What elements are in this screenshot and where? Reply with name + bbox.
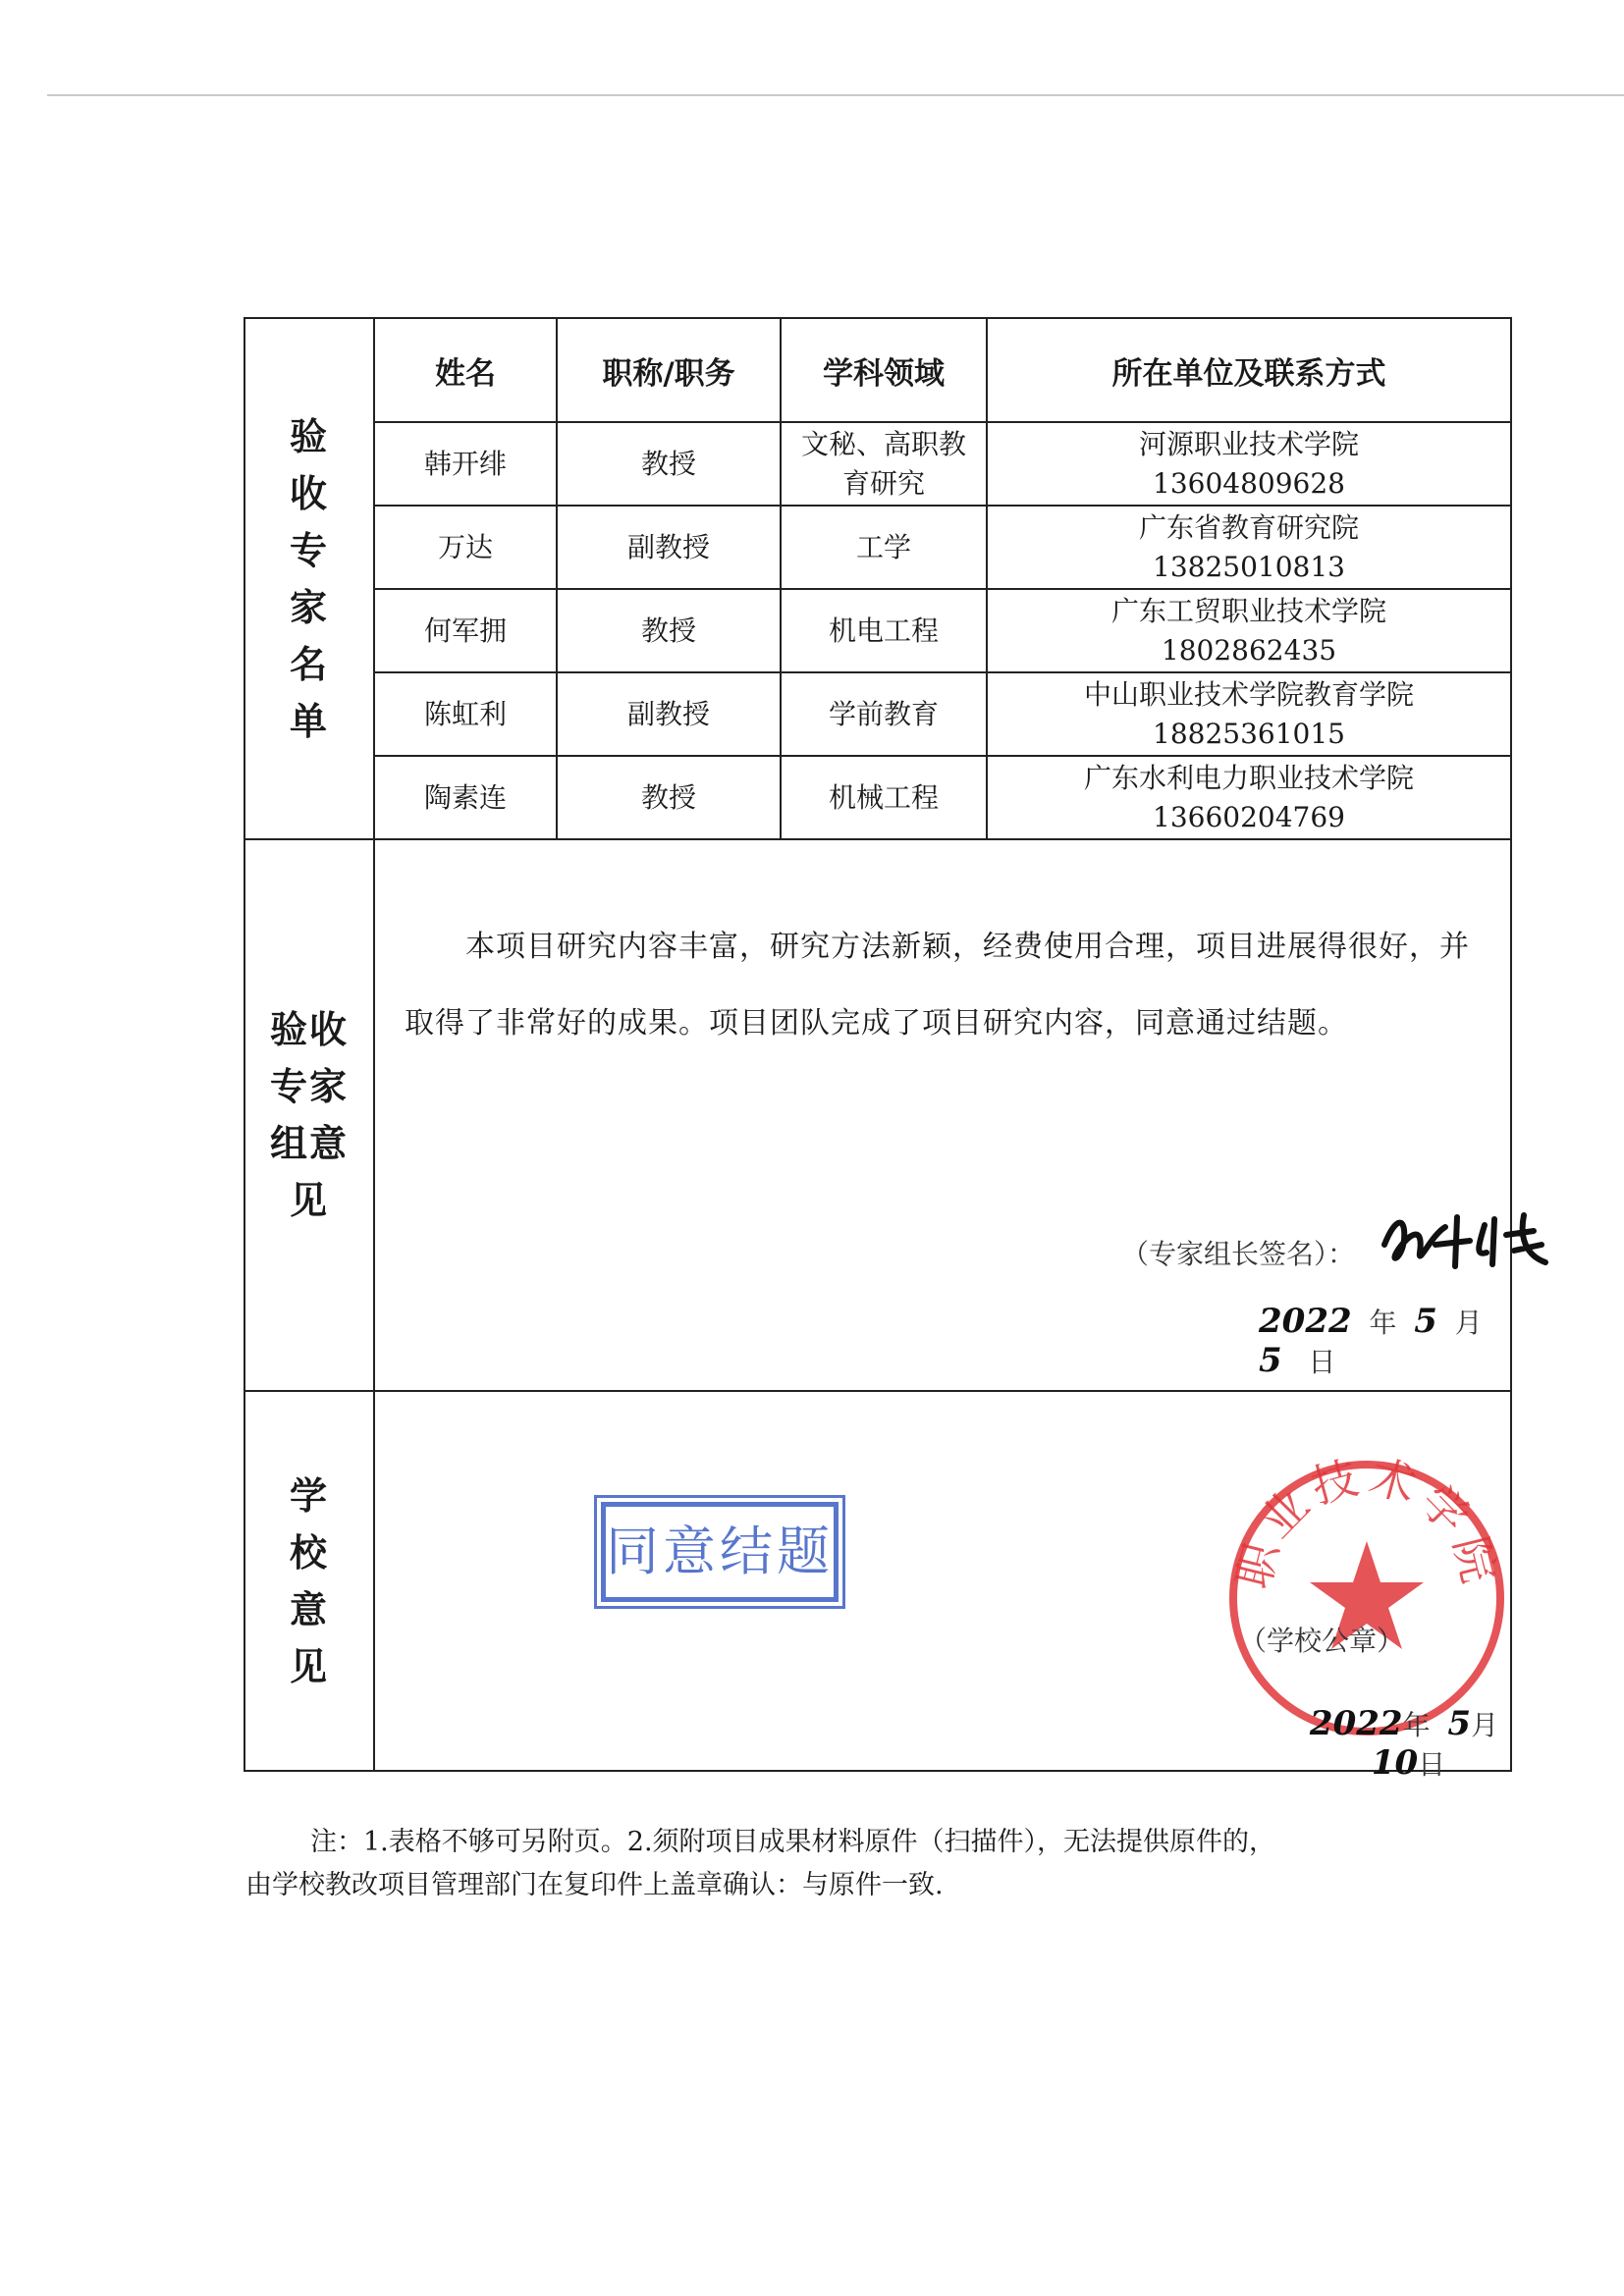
expert-name: 何军拥 (374, 589, 557, 672)
footnote (245, 1821, 1522, 1907)
acceptance-form-table (244, 317, 1512, 1783)
approval-stamp: 同意结题 (601, 1502, 839, 1602)
signature-label: （专家组长签名）： (1121, 1238, 1356, 1270)
opinion-content (374, 839, 1511, 1391)
school-side-label: 学 校 意 见 (244, 1391, 374, 1771)
expert-unit: 河源职业技术学院 (1138, 427, 1359, 460)
expert-unit: 中山职业技术学院教育学院 (1083, 677, 1414, 711)
expert-name: 陈虹利 (374, 672, 557, 756)
expert-phone: 1802862435 (1161, 633, 1337, 667)
opinion-date: 2022 年 5 月 5 日 (1259, 1302, 1483, 1380)
opinion-row (244, 839, 1511, 1391)
expert-unit-contact (987, 506, 1511, 589)
header-field: 学科领域 (781, 318, 987, 422)
opinion-date-year: 2022 (1259, 1302, 1352, 1341)
header-title: 职称/职务 (557, 318, 781, 422)
handwritten-signature (1377, 1205, 1563, 1274)
expert-unit-contact (987, 672, 1511, 756)
expert-row (244, 506, 1511, 589)
school-date-day: 10 (1371, 1743, 1419, 1783)
seal-label: （学校公章） (1239, 1625, 1405, 1657)
school-seal-stamp (1219, 1451, 1514, 1745)
expert-unit-contact (987, 756, 1511, 839)
header-name: 姓名 (374, 318, 557, 422)
expert-name: 韩开绯 (374, 422, 557, 506)
expert-phone: 13604809628 (1153, 466, 1345, 500)
expert-unit: 广东省教育研究院 (1138, 510, 1359, 544)
expert-title: 教授 (557, 756, 781, 839)
opinion-date-day: 5 (1259, 1341, 1282, 1380)
expert-row (244, 672, 1511, 756)
expert-field: 文秘、高职教 育研究 (781, 422, 987, 506)
school-content (374, 1391, 1511, 1783)
expert-title: 副教授 (557, 506, 781, 589)
expert-unit-contact (987, 589, 1511, 672)
expert-name: 万达 (374, 506, 557, 589)
expert-phone: 13660204769 (1153, 800, 1345, 833)
expert-field: 工学 (781, 506, 987, 589)
expert-title: 副教授 (557, 672, 781, 756)
school-row (244, 1391, 1511, 1771)
scan-edge-line (47, 94, 1624, 96)
experts-header-row (244, 318, 1511, 422)
footnote-line-1: 注：1.表格不够可另附页。2.须附项目成果材料原件（扫描件），无法提供原件的， (310, 1827, 1276, 1857)
opinion-date-month: 5 (1414, 1302, 1437, 1341)
opinion-side-label: 验收 专家 组意 见 (244, 839, 374, 1391)
expert-unit: 广东工贸职业技术学院 (1110, 594, 1386, 627)
expert-phone: 13825010813 (1153, 550, 1345, 583)
school-date-year: 2022 (1309, 1704, 1403, 1743)
school-date-month: 5 (1447, 1704, 1472, 1743)
opinion-text: 本项目研究内容丰富，研究方法新颖，经费使用合理，项目进展得很好，并取得了非常好的成果。项目团队完成了项目研究内容，同意通过结题。 (405, 930, 1470, 1041)
svg-text:职业技术学院: 职业技术学院 (1225, 1451, 1508, 1594)
expert-title: 教授 (557, 422, 781, 506)
footnote-line-2: 由学校教改项目管理部门在复印件上盖章确认：与原件一致. (245, 1870, 944, 1900)
expert-field: 机电工程 (781, 589, 987, 672)
expert-title: 教授 (557, 589, 781, 672)
expert-row (244, 422, 1511, 506)
expert-name: 陶素连 (374, 756, 557, 839)
school-date: 2022年 5月 10日 (1309, 1704, 1499, 1783)
expert-field: 学前教育 (781, 672, 987, 756)
expert-unit-contact (987, 422, 1511, 506)
header-unit-contact: 所在单位及联系方式 (987, 318, 1511, 422)
expert-unit: 广东水利电力职业技术学院 (1083, 761, 1414, 794)
expert-row (244, 756, 1511, 839)
expert-row (244, 589, 1511, 672)
expert-phone: 18825361015 (1153, 717, 1345, 750)
experts-side-label: 验 收 专 家 名 单 (244, 318, 374, 839)
expert-field: 机械工程 (781, 756, 987, 839)
